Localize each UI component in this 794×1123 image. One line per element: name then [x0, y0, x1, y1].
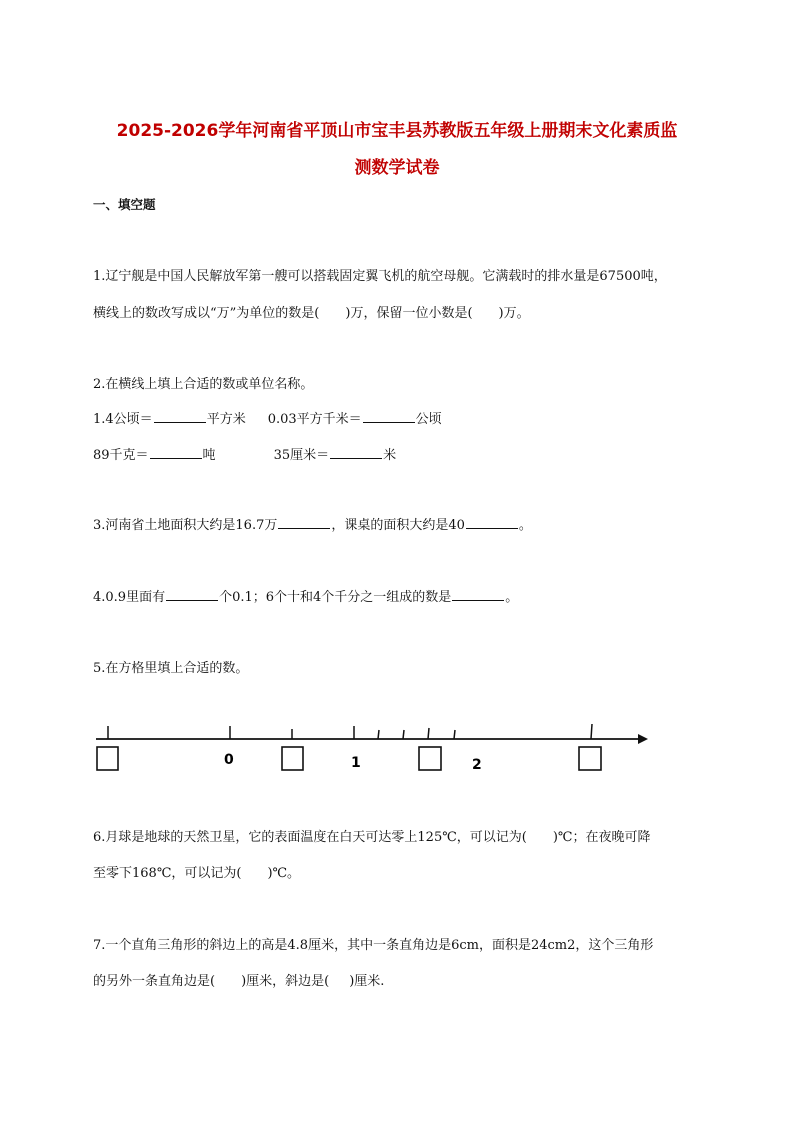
question-7-text-b: )厘米，斜边是( — [241, 974, 330, 989]
question-3-text-c: 。 — [518, 518, 532, 533]
question-2-a-right: 平方米 — [206, 412, 246, 427]
question-2-a-left: 1.4公顷＝ — [93, 412, 153, 427]
question-2-c-right: 吨 — [202, 448, 216, 463]
answer-blank[interactable] — [330, 448, 382, 459]
answer-box[interactable] — [419, 747, 441, 770]
question-6-line-1 — [93, 826, 650, 845]
question-4-text-b: 个0.1；6个十和4个千分之一组成的数是 — [219, 590, 452, 605]
question-6-text-b: )℃；在夜晚可降 — [552, 830, 651, 845]
question-1-text-c: )万。 — [498, 306, 530, 321]
question-7-line-1: 7.一个直角三角形的斜边上的高是4.8厘米，其中一条直角边是6cm，面积是24cm2，这个三角形 — [93, 938, 654, 953]
question-5-text: 5.在方格里填上合适的数。 — [93, 661, 249, 676]
answer-box[interactable] — [97, 747, 118, 770]
answer-blank[interactable] — [363, 412, 415, 423]
number-line-figure — [90, 712, 660, 778]
page-title-line-2: 测数学试卷 — [354, 158, 440, 178]
tick-label-2: 2 — [472, 757, 482, 773]
tick-label-0: 0 — [224, 752, 234, 768]
question-1-text-b: )万，保留一位小数是( — [345, 306, 473, 321]
tick-mark — [454, 730, 455, 739]
question-2-row-1 — [93, 408, 442, 427]
answer-blank[interactable] — [154, 412, 206, 423]
question-7-text-a: 的另外一条直角边是( — [93, 974, 216, 989]
tick-mark — [378, 730, 379, 739]
question-1-line-2 — [93, 302, 530, 321]
answer-box[interactable] — [282, 747, 303, 770]
question-2-d-left: 35厘米＝ — [273, 448, 330, 463]
question-1-text-a: 横线上的数改写成以“万”为单位的数是( — [93, 306, 320, 321]
question-2-c-left: 89千克＝ — [93, 448, 149, 463]
answer-blank[interactable] — [150, 448, 202, 459]
question-7-text-c: )厘米. — [349, 974, 385, 989]
question-1-line-1: 1.辽宁舰是中国人民解放军第一艘可以搭载固定翼飞机的航空母舰。它满载时的排水量是67500吨， — [93, 269, 667, 284]
question-3-text-a: 3.河南省土地面积大约是16.7万 — [93, 518, 278, 533]
answer-box[interactable] — [579, 747, 601, 770]
question-2-intro: 2.在横线上填上合适的数或单位名称。 — [93, 377, 314, 392]
question-4-text-a: 4.0.9里面有 — [93, 590, 166, 605]
question-2-row-2 — [93, 444, 396, 463]
question-2-b-right: 公顷 — [415, 412, 442, 427]
question-3-text-b: ，课桌的面积大约是40 — [331, 518, 465, 533]
question-7-line-2 — [93, 970, 384, 989]
tick-mark — [403, 730, 404, 739]
answer-blank[interactable] — [466, 518, 518, 529]
number-line-arrowhead — [638, 734, 648, 744]
question-3 — [93, 514, 532, 533]
question-2-b-left: 0.03平方千米＝ — [267, 412, 362, 427]
answer-blank[interactable] — [278, 518, 330, 529]
section-heading: 一、填空题 — [93, 197, 156, 212]
tick-label-1: 1 — [351, 755, 361, 771]
question-6-text-a: 6.月球是地球的天然卫星，它的表面温度在白天可达零上125℃，可以记为( — [93, 830, 527, 845]
question-6-text-d: )℃。 — [267, 866, 301, 881]
question-4 — [93, 586, 518, 605]
answer-blank[interactable] — [452, 590, 504, 601]
answer-blank[interactable] — [166, 590, 218, 601]
question-6-line-2 — [93, 862, 300, 881]
tick-mark — [428, 728, 429, 739]
question-4-text-c: 。 — [505, 590, 519, 605]
question-6-text-c: 至零下168℃，可以记为( — [93, 866, 242, 881]
page-title-line-1: 2025-2026学年河南省平顶山市宝丰县苏教版五年级上册期末文化素质监 — [116, 121, 678, 141]
question-2-d-right: 米 — [383, 448, 397, 463]
tick-mark — [591, 724, 592, 739]
